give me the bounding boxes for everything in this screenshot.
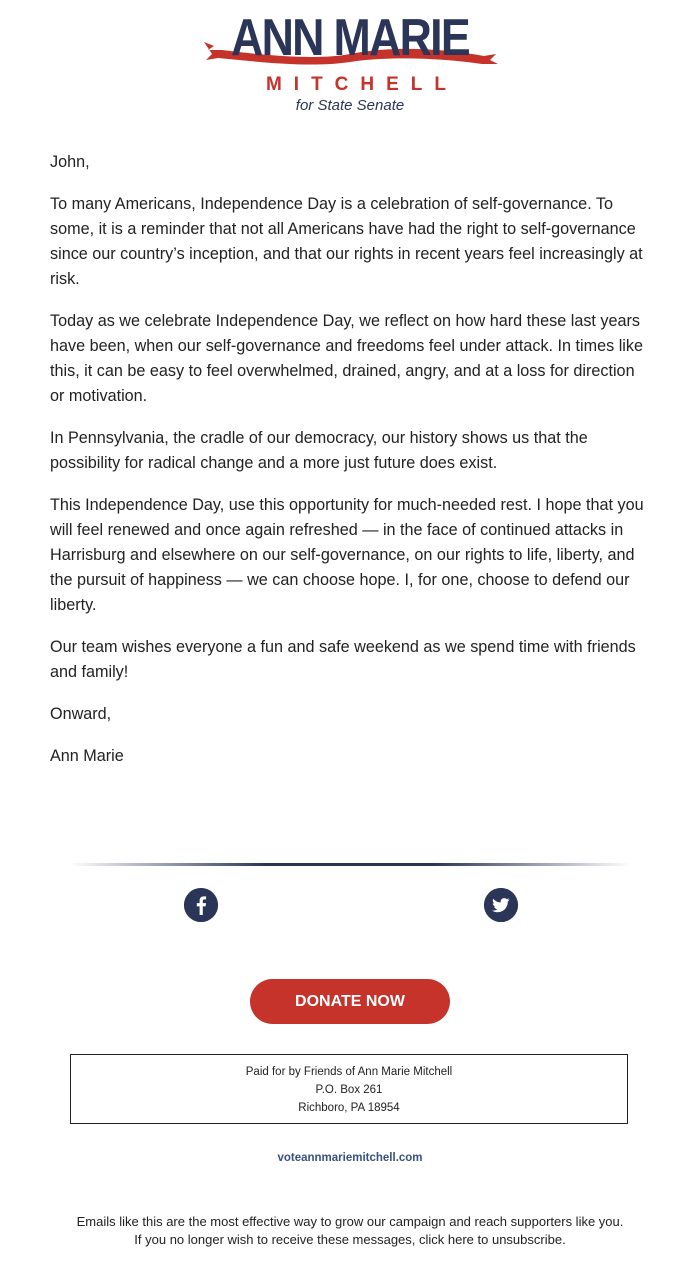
body-paragraph-3: In Pennsylvania, the cradle of our democracy, our history shows us that the possibility for radical change and a more just future does exist.: [50, 429, 588, 472]
donate-button[interactable]: DONATE NOW: [250, 979, 450, 1024]
body-paragraph-4: This Independence Day, use this opportunity for much-needed rest. I hope that you will feel renewed and once again refreshed — in the face of continued attacks in Harrisburg and elsewhere on our self-governance, on our rights to life, liberty, and the pursuit of happiness — we can choose hope. I, for one, choose to defend our liberty.: [50, 496, 644, 614]
body-paragraph-2: Today as we celebrate Independence Day, we reflect on how hard these last years have been, when our self-governance and freedoms feel under attack. In times like this, it can be easy to feel overwhelmed, drained, angry, and at a loss for direction or motivation.: [50, 312, 643, 405]
paid-for-address-line: P.O. Box 261: [315, 1084, 383, 1096]
unsubscribe-link[interactable]: If you no longer wish to receive these messages, click here to unsubscribe.: [134, 1232, 566, 1247]
footer-message: Emails like this are the most effective way to grow our campaign and reach supporters like you.: [76, 1214, 624, 1229]
logo-name-line1: ANN MARIE: [231, 9, 469, 67]
paid-for-line: Paid for by Friends of Ann Marie Mitchell: [245, 1066, 453, 1078]
body-paragraph-1: To many Americans, Independence Day is a celebration of self-governance. To some, it is a reminder that not all Americans have had the right to self-governance since our country’s inception, and that our rights in recent years feel increasingly at risk.: [50, 195, 643, 288]
paid-for-city-line: Richboro, PA 18954: [298, 1102, 400, 1114]
email-footer: [0, 1213, 700, 1249]
twitter-icon[interactable]: [484, 888, 518, 922]
body-paragraph-5: Our team wishes everyone a fun and safe weekend as we spend time with friends and family!: [50, 638, 636, 681]
closing: Onward,: [50, 705, 112, 723]
email-body: [50, 150, 650, 786]
paid-for-disclaimer: [70, 1054, 628, 1124]
website-link[interactable]: voteannmariemitchell.com: [277, 1152, 423, 1164]
campaign-logo: [0, 10, 700, 120]
greeting: John,: [50, 153, 90, 171]
footer-divider: [70, 863, 630, 866]
logo-tagline: for State Senate: [295, 97, 405, 114]
facebook-icon[interactable]: [184, 888, 218, 922]
signature: Ann Marie: [50, 747, 124, 765]
logo-name-line2: MITCHELL: [265, 74, 459, 95]
